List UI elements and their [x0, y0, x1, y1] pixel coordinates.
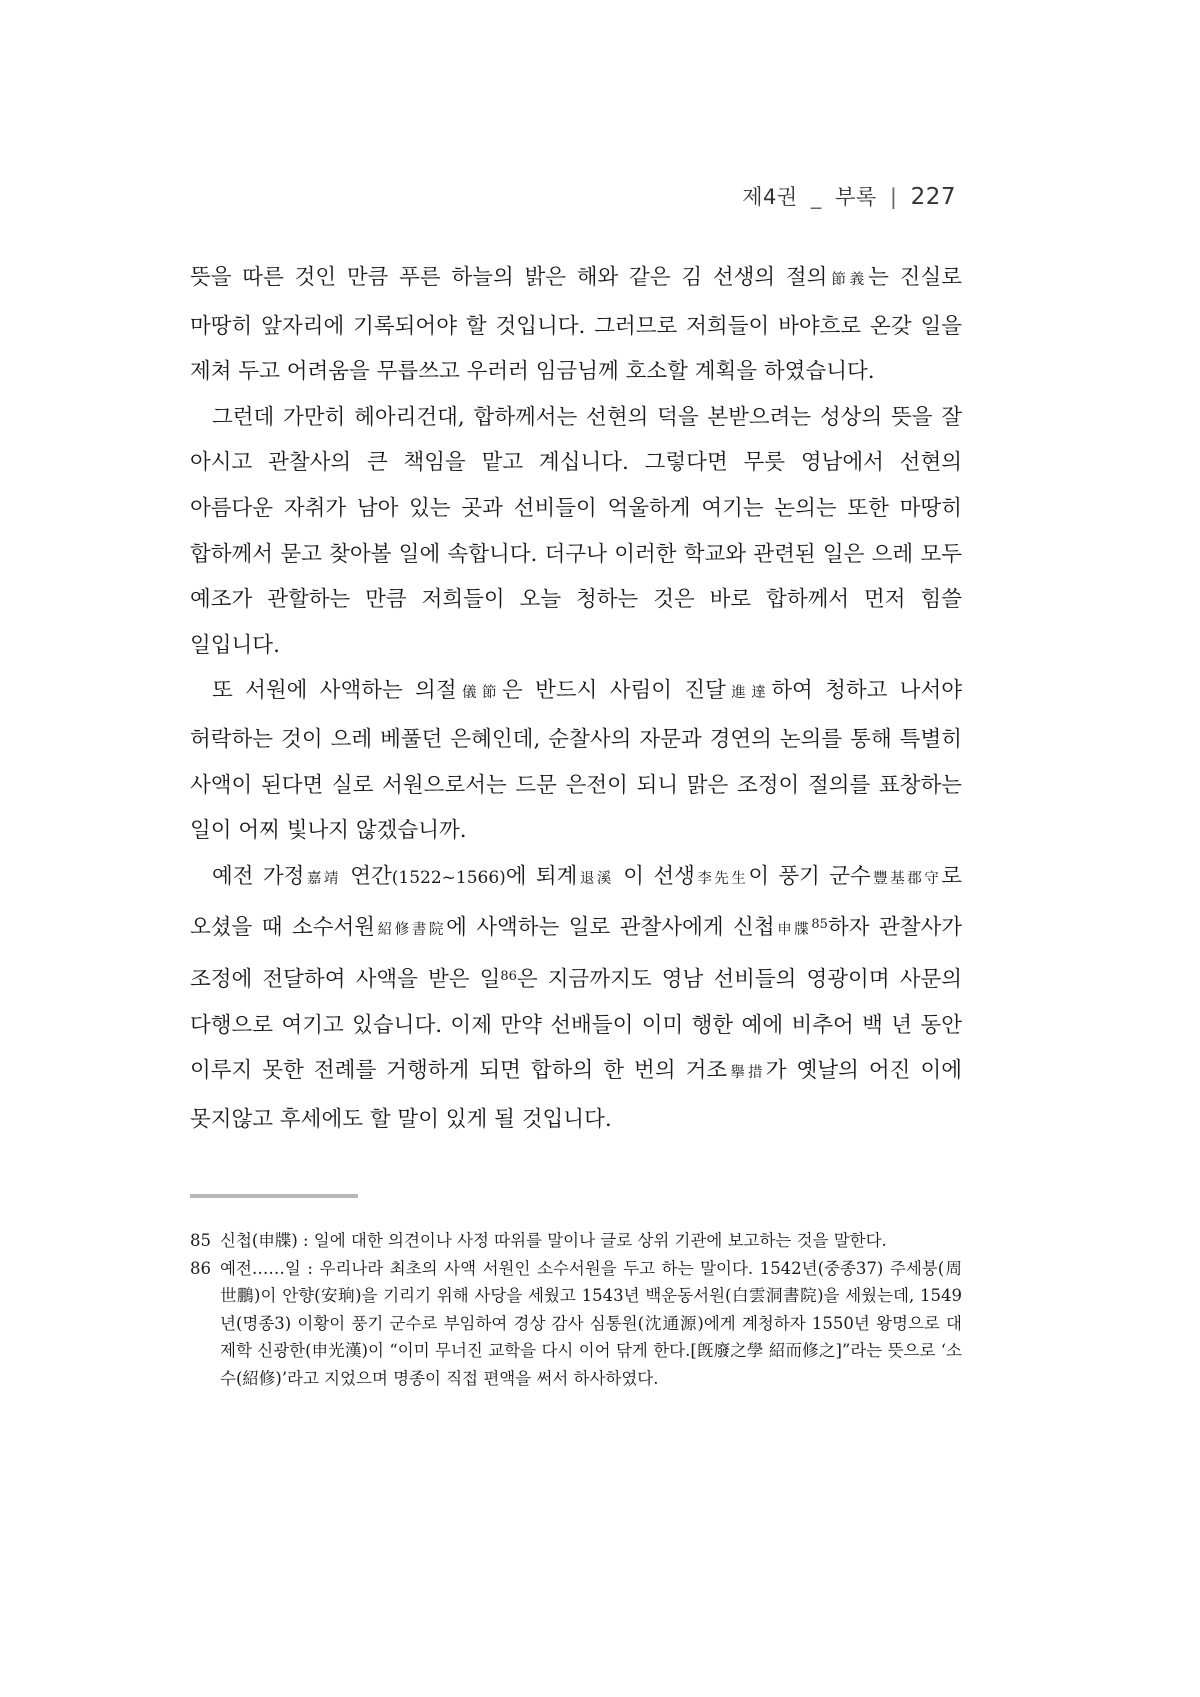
body-text [190, 255, 962, 1142]
hanja-gloss: 紹修書院 [375, 922, 447, 939]
text-run: 은 지금까지도 영남 선비들의 영광이며 사문의 다행으로 여기고 있습니다. 이제 만약 선배들이 이미 행한 예에 비추어 백 년 동안 이루지 못한 전례를 거행하게 되면 합하의 한 번의 거조 [190, 966, 962, 1084]
paragraph-4 [190, 854, 962, 1143]
text-run: 또 서원에 사액하는 의절 [212, 678, 457, 704]
text-run: 에 사액하는 일로 관찰사에게 신첩 [446, 915, 775, 941]
hanja-gloss: 嘉靖 [304, 870, 341, 887]
footnotes [190, 1227, 962, 1392]
text-run: 이 선생 [613, 863, 695, 889]
header-separator: _ [810, 185, 822, 209]
paragraph-1 [190, 255, 962, 395]
volume-label: 제4권 [742, 185, 798, 209]
footnote-marker: 85 [190, 1231, 211, 1250]
text-run: 이 풍기 군수 [748, 863, 871, 889]
paragraph-3 [190, 668, 962, 853]
text-run: 그런데 가만히 헤아리건대, 합하께서는 선현의 덕을 본받으려는 성상의 뜻을 잘 아시고 관찰사의 큰 책임을 맡고 계십니다. 그렇다면 무릇 영남에서 선현의 아름다운 자취가 남아 있는 곳과 선비들이 억울하게 여기는 논의는 또한 마땅히 합하께서 묻고 찾아볼 일에 속합니다. 더구나 이러한 학교와 관련된 일은 으레 모두 예조가 관할하는 만큼 저희들이 오늘 청하는 것은 바로 합하께서 먼저 힘쓸 일입니다. [190, 404, 962, 658]
text-run: 하여 청하고 나서야 허락하는 것이 으레 베풀던 은혜인데, 순찰사의 자문과 경연의 논의를 통해 특별히 사액이 된다면 실로 서원으로서는 드문 은전이 되니 맑은 조정이 절의를 표창하는 일이 어찌 빛나지 않겠습니까. [190, 678, 962, 844]
hanja-gloss: 儀節 [456, 685, 502, 702]
hanja-gloss: 擧措 [727, 1065, 766, 1082]
text-run: 예전 가정 [212, 863, 305, 889]
footnote-marker: 86 [190, 1258, 211, 1278]
hanja-gloss: 李先生 [694, 870, 749, 887]
year-range: (1522~1566) [391, 867, 506, 888]
footnote-ref-85[interactable]: 85 [811, 917, 828, 933]
footnote-ref-86[interactable]: 86 [500, 968, 517, 984]
page-number: 227 [910, 184, 956, 210]
text-run: 연간 [340, 863, 392, 889]
section-label: 부록 [835, 185, 877, 209]
footnote-text: 예전……일 : 우리나라 최초의 사액 서원인 소수서원을 두고 하는 말이다. 1542년(중종37) 주세붕(周世鵬)이 안향(安珦)을 기리기 위해 사당을 세웠고 1543년 백운동서원(白雲洞書院)을 세웠는데, 1549년(명종3) 이황이 풍기 군수로 부임하여 경상 감사 심통원(沈通源)에게 계청하자 1550년 왕명으로 대제학 신광한(申光漢)이 “이미 무너진 교학을 다시 이어 닦게 한다.[旣廢之學 紹而修之]”라는 뜻으로 ‘소수(紹修)’라고 지었으며 명종이 직접 편액을 써서 하사하였다. [220, 1258, 962, 1388]
hanja-gloss: 豐基郡守 [870, 870, 942, 887]
footnote-86 [190, 1255, 962, 1393]
header-divider: | [889, 185, 898, 209]
text-run: 하자 관찰사가 조정에 전달하여 사액을 받은 일 [190, 915, 963, 992]
hanja-gloss: 退溪 [577, 870, 614, 887]
hanja-gloss: 節義 [827, 272, 869, 288]
footnote-text: 신첩(申牒) : 일에 대한 의견이나 사정 따위를 말이나 글로 상위 기관에 보고하는 것을 말한다. [220, 1231, 887, 1250]
footnote-85 [190, 1227, 962, 1255]
text-run: 뜻을 따른 것인 만큼 푸른 하늘의 밝은 해와 같은 김 선생의 절의 [190, 265, 828, 290]
text-run: 에 퇴계 [505, 863, 578, 889]
footnote-separator [190, 1194, 358, 1198]
paragraph-2 [190, 395, 962, 669]
text-run: 가 옛날의 어진 이에 못지않고 후세에도 할 말이 있게 될 것입니다. [190, 1058, 963, 1132]
text-run: 은 반드시 사림이 진달 [502, 678, 726, 704]
hanja-gloss: 申牒 [774, 922, 812, 939]
text-run: 로 오셨을 때 소수서원 [190, 863, 963, 941]
text-run: 는 진실로 마땅히 앞자리에 기록되어야 할 것입니다. 그러므로 저희들이 바야흐로 온갖 일을 제쳐 두고 어려움을 무릅쓰고 우러러 임금님께 호소할 계획을 하였습니다. [190, 265, 962, 385]
running-header [742, 181, 956, 211]
hanja-gloss: 進達 [725, 685, 772, 702]
